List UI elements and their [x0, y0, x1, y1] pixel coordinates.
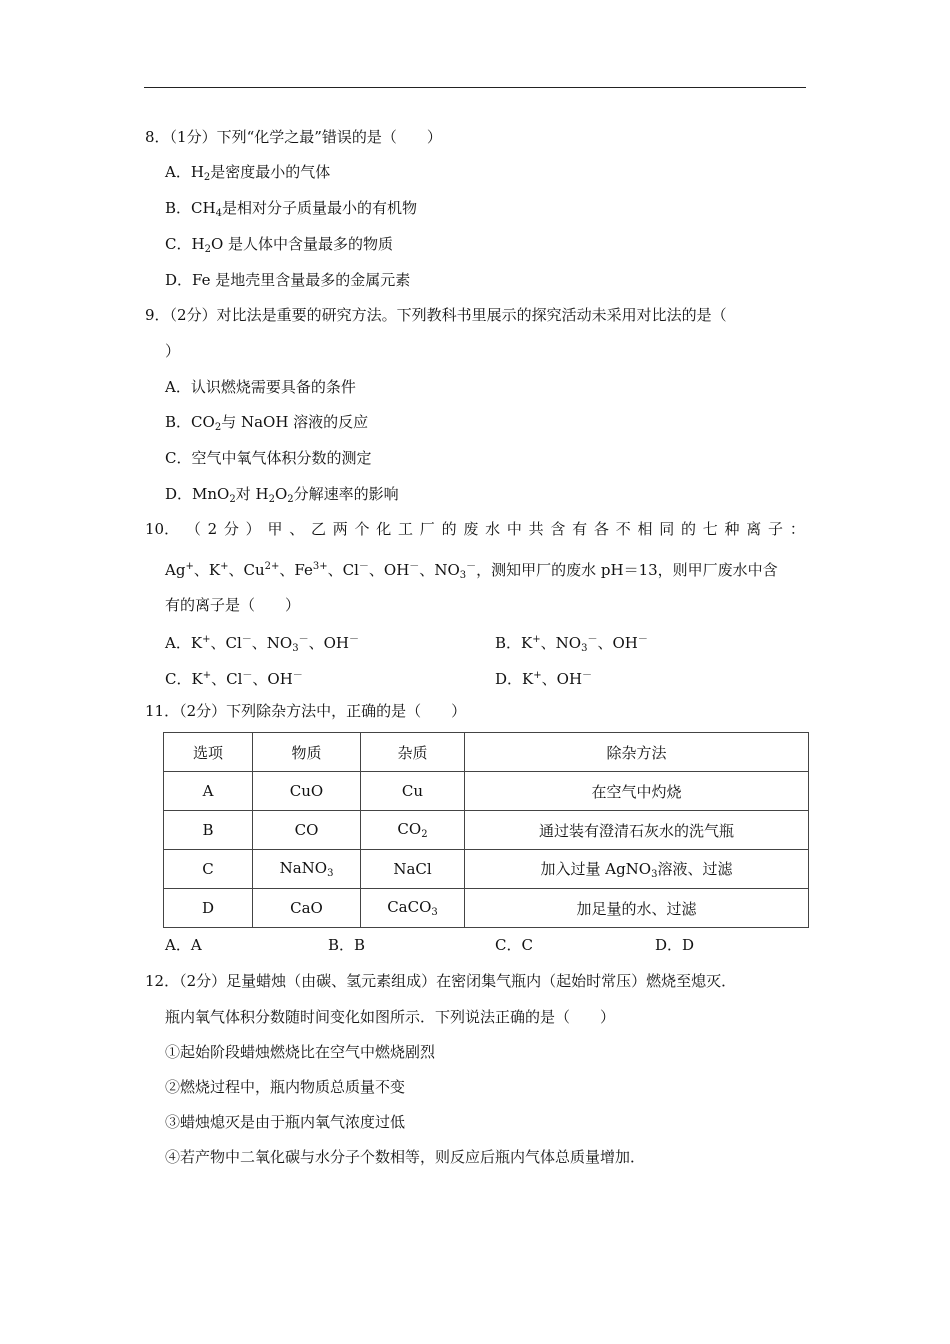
table-cell-method: 在空气中灼烧: [465, 772, 809, 811]
table-cell-impurity: Cu: [361, 772, 465, 811]
table-cell-impurity: CaCO$_3$: [361, 889, 465, 928]
table-cell-method: 通过装有澄清石灰水的洗气瓶: [465, 811, 809, 850]
q12-statement-1: ①起始阶段蜡烛燃烧比在空气中燃烧剧烈: [165, 1043, 436, 1061]
q8-stem: 8．（1分）下列“化学之最”错误的是（ ）: [145, 128, 442, 146]
q9-option-c[interactable]: C．空气中氧气体积分数的测定: [165, 449, 372, 467]
q12-statement-2: ②燃烧过程中，瓶内物质总质量不变: [165, 1078, 406, 1096]
table-cell-option: D: [164, 889, 253, 928]
table-cell-impurity: NaCl: [361, 850, 465, 889]
q10-option-a[interactable]: A．K+、Cl－、$NO_3^-$、OH－: [165, 634, 359, 654]
table-cell-impurity: $CO_2$: [361, 811, 465, 850]
q8-option-a[interactable]: A．$H_2$是密度最小的气体: [165, 163, 331, 183]
table-header-cell: 杂质: [361, 733, 465, 772]
table-header-cell: 除杂方法: [465, 733, 809, 772]
q8-option-d[interactable]: D．Fe 是地壳里含量最多的金属元素: [165, 271, 411, 289]
table-cell-substance: CaO: [253, 889, 361, 928]
table-row: [164, 850, 809, 889]
table-row: [164, 772, 809, 811]
q11-option-b[interactable]: B．B: [328, 936, 366, 954]
q12-stem-line2: 瓶内氧气体积分数随时间变化如图所示．下列说法正确的是（ ）: [165, 1008, 616, 1026]
table-cell-substance: NaNO$_3$: [253, 850, 361, 889]
table-cell-option: C: [164, 850, 253, 889]
q10-stem-line3: 有的离子是（ ）: [165, 596, 301, 614]
table-header-cell: 物质: [253, 733, 361, 772]
q10-option-d[interactable]: D．K+、OH－: [495, 670, 593, 688]
q10-stem-line2: Ag+、K+、$Cu^{2+}$、$Fe^{3+}$、Cl－、OH－、$NO_3^-$，测知甲厂的废水 pH＝13，则甲厂废水中含: [165, 561, 778, 581]
q11-option-d[interactable]: D．D: [655, 936, 695, 954]
table-cell-option: B: [164, 811, 253, 850]
q10-stem-line1: 10． （ 2 分 ） 甲 、 乙 两 个 化 工 厂 的 废 水 中 共 含 有 各 不 相 同 的 七 种 离 子 ：: [145, 520, 805, 538]
q11-table: [163, 732, 809, 928]
q8-option-c[interactable]: C．$H_2O$ 是人体中含量最多的物质: [165, 235, 394, 255]
table-cell-method: 加入过量 AgNO$_3$溶液、过滤: [465, 850, 809, 889]
q12-statement-3: ③蜡烛熄灭是由于瓶内氧气浓度过低: [165, 1113, 406, 1131]
table-row: [164, 889, 809, 928]
table-cell-substance: CO: [253, 811, 361, 850]
q12-stem-line1: 12．（2分）足量蜡烛（由碳、氢元素组成）在密闭集气瓶内（起始时常压）燃烧至熄灭．: [145, 972, 737, 990]
table-cell-method: 加足量的水、过滤: [465, 889, 809, 928]
q10-option-c[interactable]: C．K+、Cl－、OH－: [165, 670, 303, 688]
q9-option-a[interactable]: A．认识燃烧需要具备的条件: [165, 378, 356, 396]
q10-option-b[interactable]: B．K+、$NO_3^-$、OH－: [495, 634, 648, 654]
q11-stem: 11．（2分）下列除杂方法中，正确的是（ ）: [145, 702, 467, 720]
q11-option-a[interactable]: A．A: [165, 936, 202, 954]
q9-stem-line2: ）: [165, 342, 181, 360]
q9-stem-line1: 9．（2分）对比法是重要的研究方法。下列教科书里展示的探究活动未采用对比法的是（: [145, 306, 727, 324]
q9-option-b[interactable]: B．$CO_2$与 NaOH 溶液的反应: [165, 413, 369, 433]
table-cell-option: A: [164, 772, 253, 811]
table-header-row: [164, 733, 809, 772]
header-rule: [144, 87, 806, 88]
q8-option-b[interactable]: B．$CH_4$是相对分子质量最小的有机物: [165, 199, 417, 219]
table-row: [164, 811, 809, 850]
table-header-cell: 选项: [164, 733, 253, 772]
table-cell-substance: CuO: [253, 772, 361, 811]
q11-option-c[interactable]: C．C: [495, 936, 533, 954]
q9-option-d[interactable]: D．MnO$_2$对 $H_2O_2$分解速率的影响: [165, 485, 399, 505]
q12-statement-4: ④若产物中二氧化碳与水分子个数相等，则反应后瓶内气体总质量增加．: [165, 1148, 646, 1166]
